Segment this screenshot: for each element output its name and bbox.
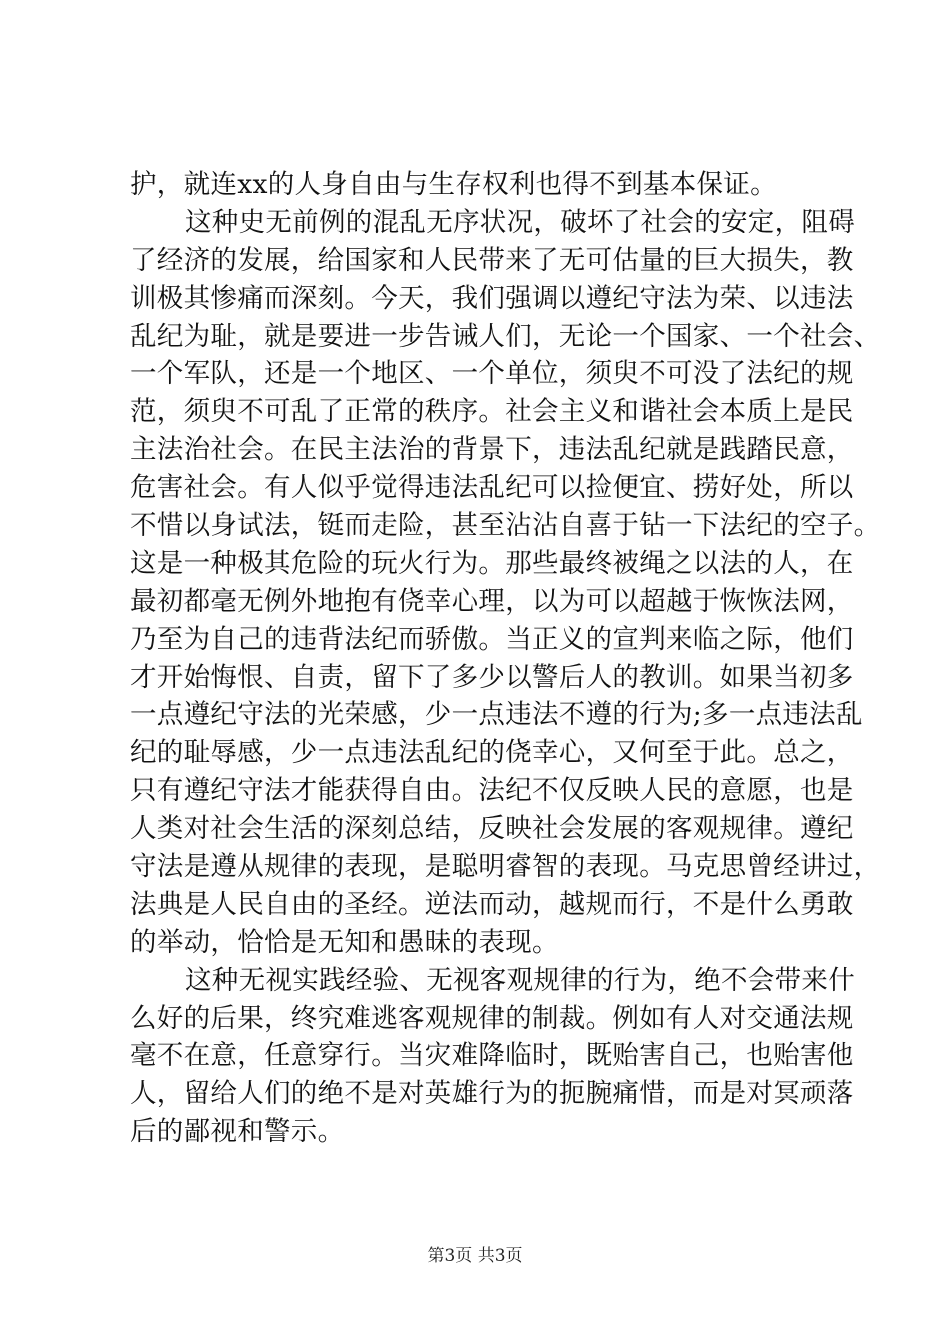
text-line: 后的鄙视和警示。 — [130, 1116, 345, 1148]
text-line: 不惜以身试法，铤而走险，甚至沾沾自喜于钻一下法纪的空子。 — [130, 510, 881, 542]
text-line: 护，就连xx的人身自由与生存权利也得不到基本保证。 — [130, 169, 777, 200]
text-line: 毫不在意，任意穿行。当灾难降临时，既贻害自己，也贻害他 — [130, 1040, 854, 1072]
text-line: 乱纪为耻，就是要进一步告诫人们，无论一个国家、一个社会、 — [130, 320, 881, 352]
text-line: 这种史无前例的混乱无序状况，破坏了社会的安定，阻碍 — [185, 206, 855, 238]
text-line: 才开始悔恨、自责，留下了多少以警后人的教训。如果当初多 — [130, 661, 854, 693]
text-line: 主法治社会。在民主法治的背景下，违法乱纪就是践踏民意， — [130, 434, 854, 466]
page-number-footer: 第3页 共3页 — [427, 1246, 523, 1266]
text-line: 了经济的发展，给国家和人民带来了无可估量的巨大损失，教 — [130, 244, 854, 276]
text-line: 这是一种极其危险的玩火行为。那些最终被绳之以法的人，在 — [130, 547, 854, 579]
text-line: 范，须臾不可乱了正常的秩序。社会主义和谐社会本质上是民 — [130, 396, 854, 428]
text-line: 人类对社会生活的深刻总结，反映社会发展的客观规律。遵纪 — [130, 813, 854, 845]
text-line: 纪的耻辱感，少一点违法乱纪的侥幸心，又何至于此。总之， — [130, 737, 854, 769]
body-text — [130, 166, 881, 1151]
text-line: 只有遵纪守法才能获得自由。法纪不仅反映人民的意愿，也是 — [130, 775, 854, 807]
text-line: 最初都毫无例外地抱有侥幸心理，以为可以超越于恢恢法网， — [130, 585, 854, 617]
text-line: 这种无视实践经验、无视客观规律的行为，绝不会带来什 — [185, 964, 855, 996]
text-line: 一点遵纪守法的光荣感，少一点违法不遵的行为;多一点违法乱 — [130, 699, 863, 731]
text-line: 法典是人民自由的圣经。逆法而动，越规而行，不是什么勇敢 — [130, 888, 854, 920]
text-line: 危害社会。有人似乎觉得违法乱纪可以捡便宜、捞好处，所以 — [130, 472, 854, 504]
text-line: 的举动，恰恰是无知和愚昧的表现。 — [130, 926, 559, 958]
text-line: 守法是遵从规律的表现，是聪明睿智的表现。马克思曾经讲过， — [130, 851, 881, 883]
text-line: 乃至为自己的违背法纪而骄傲。当正义的宣判来临之际，他们 — [130, 623, 854, 655]
text-line: 训极其惨痛而深刻。今天，我们强调以遵纪守法为荣、以违法 — [130, 282, 854, 314]
text-line: 么好的后果，终究难逃客观规律的制裁。例如有人对交通法规 — [130, 1002, 854, 1034]
text-line: 一个军队，还是一个地区、一个单位，须臾不可没了法纪的规 — [130, 358, 854, 390]
text-line: 人，留给人们的绝不是对英雄行为的扼腕痛惜，而是对冥顽落 — [130, 1078, 854, 1110]
